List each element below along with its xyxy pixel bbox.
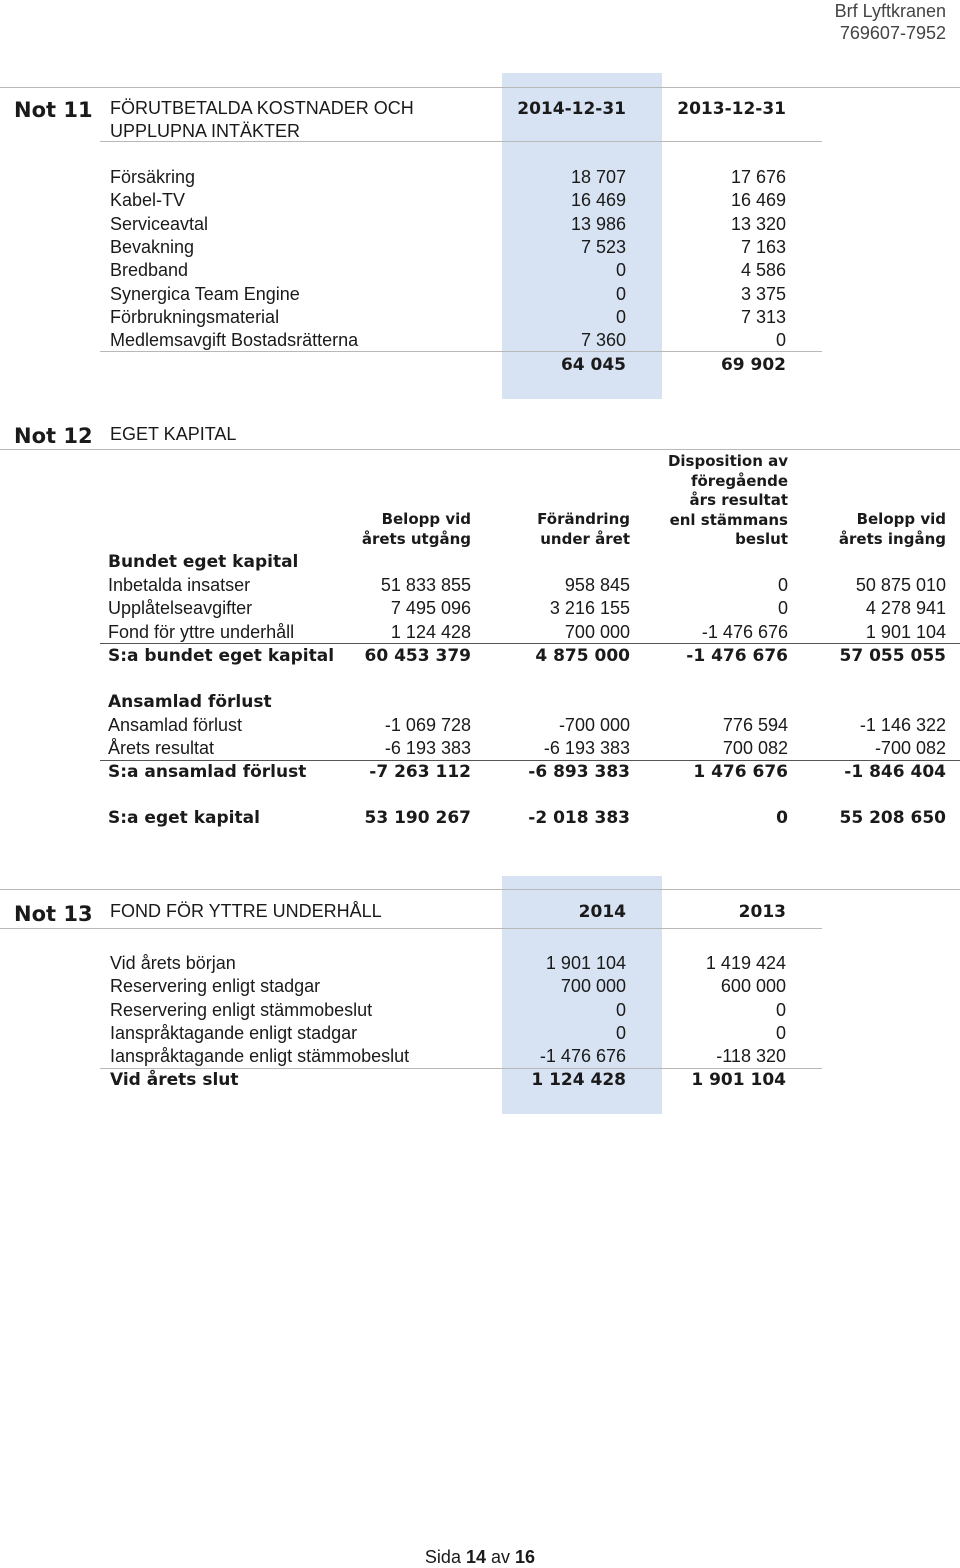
row-label: Reservering enligt stadgar — [110, 976, 321, 997]
org-name: Brf Lyftkranen — [834, 1, 946, 21]
note-13-col2-header: 2013 — [738, 902, 786, 922]
value-utgang: 53 190 267 — [364, 808, 471, 828]
note-12-row — [0, 738, 960, 761]
col-header-ingang-line1: Belopp vid — [856, 510, 946, 528]
col-header-disposition — [640, 452, 788, 550]
note-11-row — [0, 260, 960, 283]
footer-mid: av — [491, 1547, 511, 1567]
divider — [100, 643, 960, 644]
note-12-sum-row — [0, 646, 960, 669]
col-header-forandring-line1: Förändring — [537, 510, 630, 528]
value-2014: 0 — [615, 1022, 626, 1043]
col-header-disposition-line5: beslut — [735, 530, 788, 548]
value-utgang: -6 193 383 — [384, 738, 471, 759]
value-2013: 16 469 — [730, 190, 786, 211]
org-number: 769607-7952 — [839, 23, 946, 43]
footer-prefix: Sida — [424, 1547, 461, 1567]
note-13-row — [0, 1000, 960, 1023]
note-12-sum-row — [0, 762, 960, 785]
col-header-disposition-line2: föregående — [690, 471, 788, 490]
row-label: Kabel-TV — [110, 190, 186, 211]
note-11-col1-header: 2014-12-31 — [517, 99, 626, 119]
value-2013: 7 313 — [740, 306, 786, 327]
value-forandring: 4 875 000 — [535, 646, 630, 666]
value-utgang: -7 263 112 — [369, 762, 471, 782]
value-2013: 1 901 104 — [691, 1070, 786, 1090]
divider — [0, 928, 822, 929]
note-11-title-line1: FÖRUTBETALDA KOSTNADER OCH — [110, 98, 414, 118]
value-2014: 0 — [615, 283, 626, 304]
value-2014: 18 707 — [570, 167, 626, 187]
note-11-title — [110, 97, 414, 143]
value-utgang: 1 124 428 — [390, 621, 471, 642]
note-11-row — [0, 307, 960, 330]
note-11-title-line2: UPPLUPNA INTÄKTER — [110, 121, 301, 141]
value-disposition: -1 476 676 — [686, 646, 788, 666]
value-2014: 0 — [615, 999, 626, 1020]
note-12-row — [0, 715, 960, 738]
value-disposition: 0 — [776, 808, 788, 828]
note-13-row — [0, 976, 960, 999]
value-forandring: -2 018 383 — [528, 808, 630, 828]
value-utgang: 7 495 096 — [390, 598, 471, 619]
row-label: Ianspråktagande enligt stämmobeslut — [110, 1046, 410, 1067]
note-13-title: FOND FÖR YTTRE UNDERHÅLL — [110, 901, 382, 921]
note-11-row — [0, 237, 960, 260]
row-label: Reservering enligt stämmobeslut — [110, 999, 373, 1020]
row-label: Årets resultat — [108, 738, 215, 759]
col-header-forandring — [500, 510, 630, 549]
footer-page: 14 — [465, 1547, 486, 1567]
row-label: Vid årets slut — [110, 1070, 239, 1090]
value-forandring: -6 193 383 — [543, 738, 630, 759]
value-ingang: 57 055 055 — [839, 646, 946, 666]
value-forandring: -700 000 — [558, 715, 630, 735]
row-label: Ansamlad förlust — [108, 715, 243, 735]
row-label: Ianspråktagande enligt stadgar — [110, 1022, 358, 1043]
value-ingang: -1 146 322 — [859, 715, 946, 735]
row-label: Bevakning — [110, 236, 195, 257]
note-11-label: Not 11 — [14, 98, 93, 122]
value-2014: 700 000 — [560, 976, 626, 997]
row-label: Fond för yttre underhåll — [108, 621, 295, 642]
value-utgang: -1 069 728 — [384, 715, 471, 735]
note-12-title: EGET KAPITAL — [110, 424, 237, 444]
note-13-row — [0, 953, 960, 976]
value-forandring: 3 216 155 — [549, 598, 630, 619]
value-forandring: 700 000 — [564, 621, 630, 642]
value-ingang: -1 846 404 — [844, 762, 946, 782]
row-label: Inbetalda insatser — [108, 575, 251, 595]
value-ingang: 1 901 104 — [865, 621, 946, 642]
note-12-total-row — [0, 808, 960, 831]
value-2013: 0 — [775, 999, 786, 1020]
value-2013: 0 — [775, 1022, 786, 1043]
value-2013: -118 320 — [716, 1046, 786, 1067]
value-2013: 13 320 — [730, 213, 786, 234]
col-header-ingang — [800, 510, 946, 549]
row-label: Förbrukningsmaterial — [110, 306, 280, 327]
note-11-col2-header: 2013-12-31 — [677, 99, 786, 119]
value-disposition: 0 — [777, 598, 788, 619]
value-2014: 16 469 — [570, 190, 626, 211]
note-13-row — [0, 1046, 960, 1069]
note-13-label: Not 13 — [14, 902, 93, 926]
divider — [0, 87, 960, 88]
col-header-disposition-line1: Disposition av — [667, 452, 788, 470]
divider — [0, 889, 960, 890]
note-12-row — [0, 575, 960, 598]
row-label: S:a eget kapital — [108, 808, 260, 828]
value-ingang: 4 278 941 — [865, 598, 946, 619]
note-11-row — [0, 214, 960, 237]
value-2014: 0 — [615, 306, 626, 327]
col-header-utgang-line1: Belopp vid — [381, 510, 471, 528]
value-2014: 1 124 428 — [531, 1070, 626, 1090]
col-header-disposition-line4: enl stämmans — [669, 510, 788, 529]
row-label: S:a ansamlad förlust — [108, 762, 307, 782]
note-13-col1-header: 2014 — [578, 902, 626, 922]
value-disposition: -1 476 676 — [701, 621, 788, 642]
value-2014: 13 986 — [570, 213, 626, 234]
value-disposition: 700 082 — [722, 738, 788, 759]
value-2014: -1 476 676 — [539, 1046, 626, 1067]
col-header-utgang-line2: årets utgång — [361, 529, 471, 548]
note-11-row — [0, 167, 960, 190]
note-11-row — [0, 284, 960, 307]
col-header-disposition-line3: års resultat — [689, 491, 788, 509]
value-disposition: 1 476 676 — [693, 762, 788, 782]
value-utgang: 51 833 855 — [380, 575, 471, 595]
note-13-total-row — [0, 1070, 960, 1093]
value-ingang: 50 875 010 — [855, 575, 946, 595]
page-footer — [0, 1547, 960, 1568]
value-forandring: 958 845 — [564, 575, 630, 595]
row-label: Försäkring — [110, 167, 196, 187]
value-forandring: -6 893 383 — [528, 762, 630, 782]
footer-total: 16 — [515, 1547, 536, 1567]
note-12-row — [0, 598, 960, 621]
value-2014: 7 360 — [580, 330, 626, 351]
col-header-forandring-line2: under året — [540, 529, 630, 548]
value-2013: 600 000 — [720, 976, 786, 997]
value-2013: 7 163 — [740, 236, 786, 257]
note-11-row — [0, 190, 960, 213]
value-2014: 0 — [615, 260, 626, 281]
row-label: S:a bundet eget kapital — [108, 646, 335, 666]
section-bundet-eget-kapital: Bundet eget kapital — [108, 552, 299, 572]
value-ingang: -700 082 — [874, 738, 946, 759]
col-header-utgang — [340, 510, 471, 549]
note-12-label: Not 12 — [14, 424, 93, 448]
row-label: Bredband — [110, 260, 189, 281]
note-11-row — [0, 330, 960, 353]
divider — [0, 449, 960, 450]
value-2013: 17 676 — [730, 167, 786, 187]
value-2013: 1 419 424 — [705, 953, 786, 973]
value-disposition: 0 — [777, 575, 788, 595]
note-11-total-2014: 64 045 — [560, 355, 626, 375]
value-2014: 1 901 104 — [545, 953, 626, 973]
divider — [100, 1068, 822, 1069]
page-header — [746, 0, 946, 44]
value-2013: 3 375 — [740, 283, 786, 304]
section-ansamlad-forlust: Ansamlad förlust — [108, 692, 272, 712]
row-label: Medlemsavgift Bostadsrätterna — [110, 330, 359, 351]
col-header-ingang-line2: årets ingång — [838, 529, 946, 548]
value-2013: 4 586 — [740, 260, 786, 281]
value-2013: 0 — [775, 330, 786, 351]
row-label: Serviceavtal — [110, 213, 209, 234]
note-12-row — [0, 622, 960, 645]
note-11-total-2013: 69 902 — [720, 355, 786, 375]
divider — [100, 141, 822, 142]
value-2014: 7 523 — [580, 236, 626, 257]
value-ingang: 55 208 650 — [839, 808, 946, 828]
row-label: Synergica Team Engine — [110, 283, 300, 304]
divider — [100, 760, 960, 761]
row-label: Upplåtelseavgifter — [108, 598, 253, 619]
divider — [100, 351, 822, 352]
row-label: Vid årets början — [110, 953, 236, 973]
note-13-row — [0, 1023, 960, 1046]
value-disposition: 776 594 — [722, 715, 788, 735]
value-utgang: 60 453 379 — [364, 646, 471, 666]
